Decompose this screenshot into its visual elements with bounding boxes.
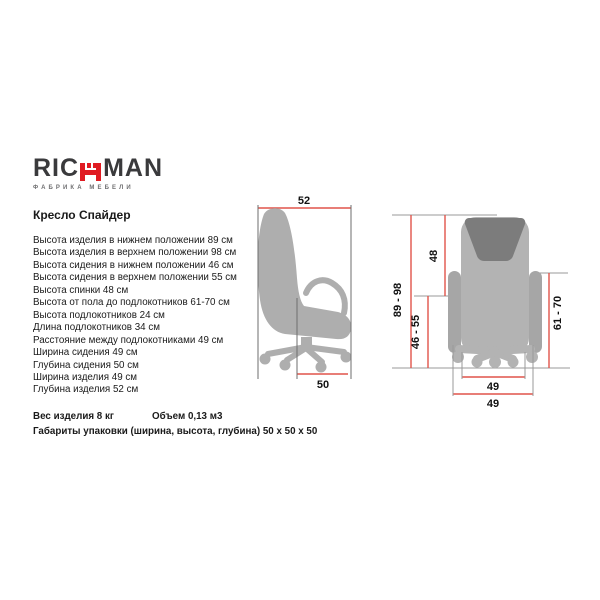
brand-tagline: ФАБРИКА МЕБЕЛИ: [33, 185, 134, 191]
spec-line: Высота изделия в нижнем положении 89 см: [33, 235, 233, 246]
dim-label-overall-width: 49: [486, 398, 500, 410]
spec-line: Высота изделия в верхнем положении 98 см: [33, 247, 237, 259]
spec-line: Глубина изделия 52 см: [33, 384, 139, 396]
chair-side-silhouette: [258, 208, 352, 372]
spec-line: Расстояние между подлокотниками 49 см: [33, 334, 224, 346]
spec-line: Длина подлокотников 34 см: [33, 322, 160, 334]
brand-logo: [33, 156, 183, 191]
front-view-diagram: [388, 190, 583, 415]
spec-line: Ширина изделия 49 см: [33, 371, 138, 383]
dim-label-between-armrests: 49: [486, 381, 500, 393]
package-info: [33, 410, 317, 439]
spec-line: Высота от пола до подлокотников 61-70 см: [33, 297, 230, 309]
brand-h-icon: [80, 163, 101, 181]
chair-front-silhouette: [448, 217, 542, 368]
dim-label-armrest-height: 61 - 70: [552, 295, 564, 331]
package-dimensions-text: Габариты упаковки (ширина, высота, глубина) 50 x 50 x 50: [33, 425, 318, 437]
dim-label-overall-height: 89 - 98: [392, 282, 404, 318]
spec-line: Высота спинки 48 см: [33, 284, 129, 296]
spec-line: Ширина сидения 49 см: [33, 347, 138, 359]
brand-prefix: RIC: [33, 154, 80, 182]
side-view-diagram: [245, 190, 380, 400]
spec-list: [33, 235, 237, 397]
dim-label-seat-height: 46 - 55: [410, 314, 422, 350]
product-title: Кресло Спайдер: [33, 208, 131, 222]
spec-line: Высота подлокотников 24 см: [33, 309, 165, 321]
brand-suffix: MAN: [103, 154, 163, 182]
weight-text: Вес изделия 8 кг: [33, 411, 114, 422]
spec-line: Глубина сидения 50 см: [33, 359, 139, 371]
spec-line: Высота сидения в верхнем положении 55 см: [33, 272, 237, 284]
weight-volume-row: [33, 410, 317, 425]
dim-label-seat-depth: 50: [316, 379, 330, 391]
dim-label-depth-top: 52: [297, 195, 311, 207]
volume-text: Объем 0,13 м3: [151, 411, 223, 422]
spec-line: Высота сидения в нижнем положении 46 см: [33, 259, 234, 271]
dim-label-back-height: 48: [428, 249, 440, 263]
brand-wordmark: [33, 156, 183, 181]
